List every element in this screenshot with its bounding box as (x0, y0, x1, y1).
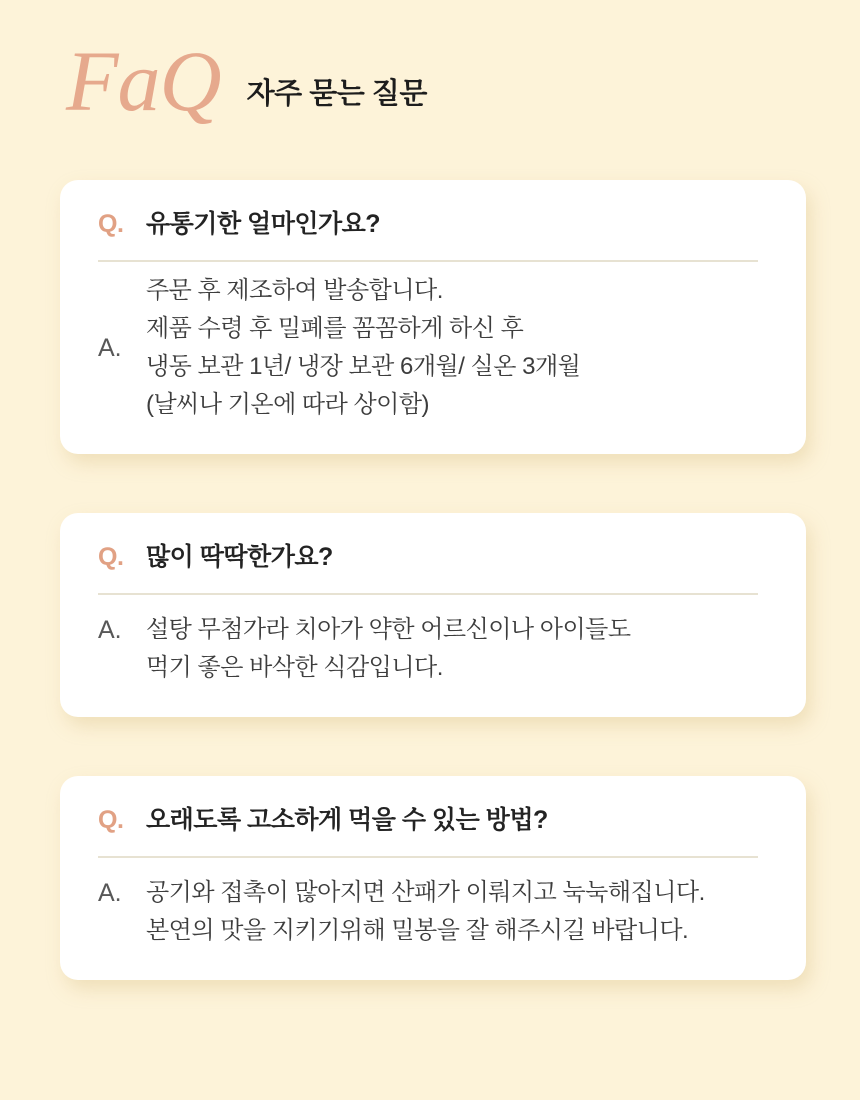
card-divider (98, 593, 758, 595)
question-row (98, 539, 758, 575)
answer-text (146, 611, 631, 687)
answer-line: 주문 후 제조하여 발송합니다. (146, 277, 443, 304)
answer-line: (날씨나 기온에 따라 상이함) (146, 391, 430, 418)
faq-card (60, 180, 806, 454)
answer-label: A. (98, 334, 122, 362)
question-label: Q. (98, 543, 124, 571)
page-header (0, 33, 860, 154)
answer-line: 본연의 맛을 지키기위해 밀봉을 잘 해주시길 바랍니다. (146, 917, 689, 944)
answer-row (98, 874, 758, 950)
question-text: 많이 딱딱한가요? (146, 543, 333, 571)
card-divider (98, 260, 758, 262)
answer-line: 설탕 무첨가라 치아가 약한 어르신이나 아이들도 (146, 616, 631, 643)
question-text: 오래도록 고소하게 먹을 수 있는 방법? (146, 806, 548, 834)
faq-card-list (60, 180, 806, 980)
answer-row (98, 272, 758, 424)
answer-line: 냉동 보관 1년/ 냉장 보관 6개월/ 실온 3개월 (146, 353, 581, 380)
answer-label: A. (98, 616, 122, 644)
faq-card (60, 513, 806, 717)
card-divider (98, 856, 758, 858)
question-text: 유통기한 얼마인가요? (146, 210, 381, 238)
answer-text (146, 874, 705, 950)
answer-row (98, 611, 758, 687)
question-label: Q. (98, 210, 124, 238)
faq-card (60, 776, 806, 980)
question-label: Q. (98, 806, 124, 834)
question-row (98, 206, 758, 242)
page-subtitle: 자주 묻는 질문 (246, 78, 427, 110)
answer-line: 제품 수령 후 밀폐를 꼼꼼하게 하신 후 (146, 315, 524, 342)
answer-text (146, 272, 580, 424)
answer-line: 먹기 좋은 바삭한 식감입니다. (146, 654, 443, 681)
answer-label: A. (98, 879, 122, 907)
answer-line: 공기와 접촉이 많아지면 산패가 이뤄지고 눅눅해집니다. (146, 879, 705, 906)
question-row (98, 802, 758, 838)
faq-logo: FaQ (66, 33, 221, 129)
